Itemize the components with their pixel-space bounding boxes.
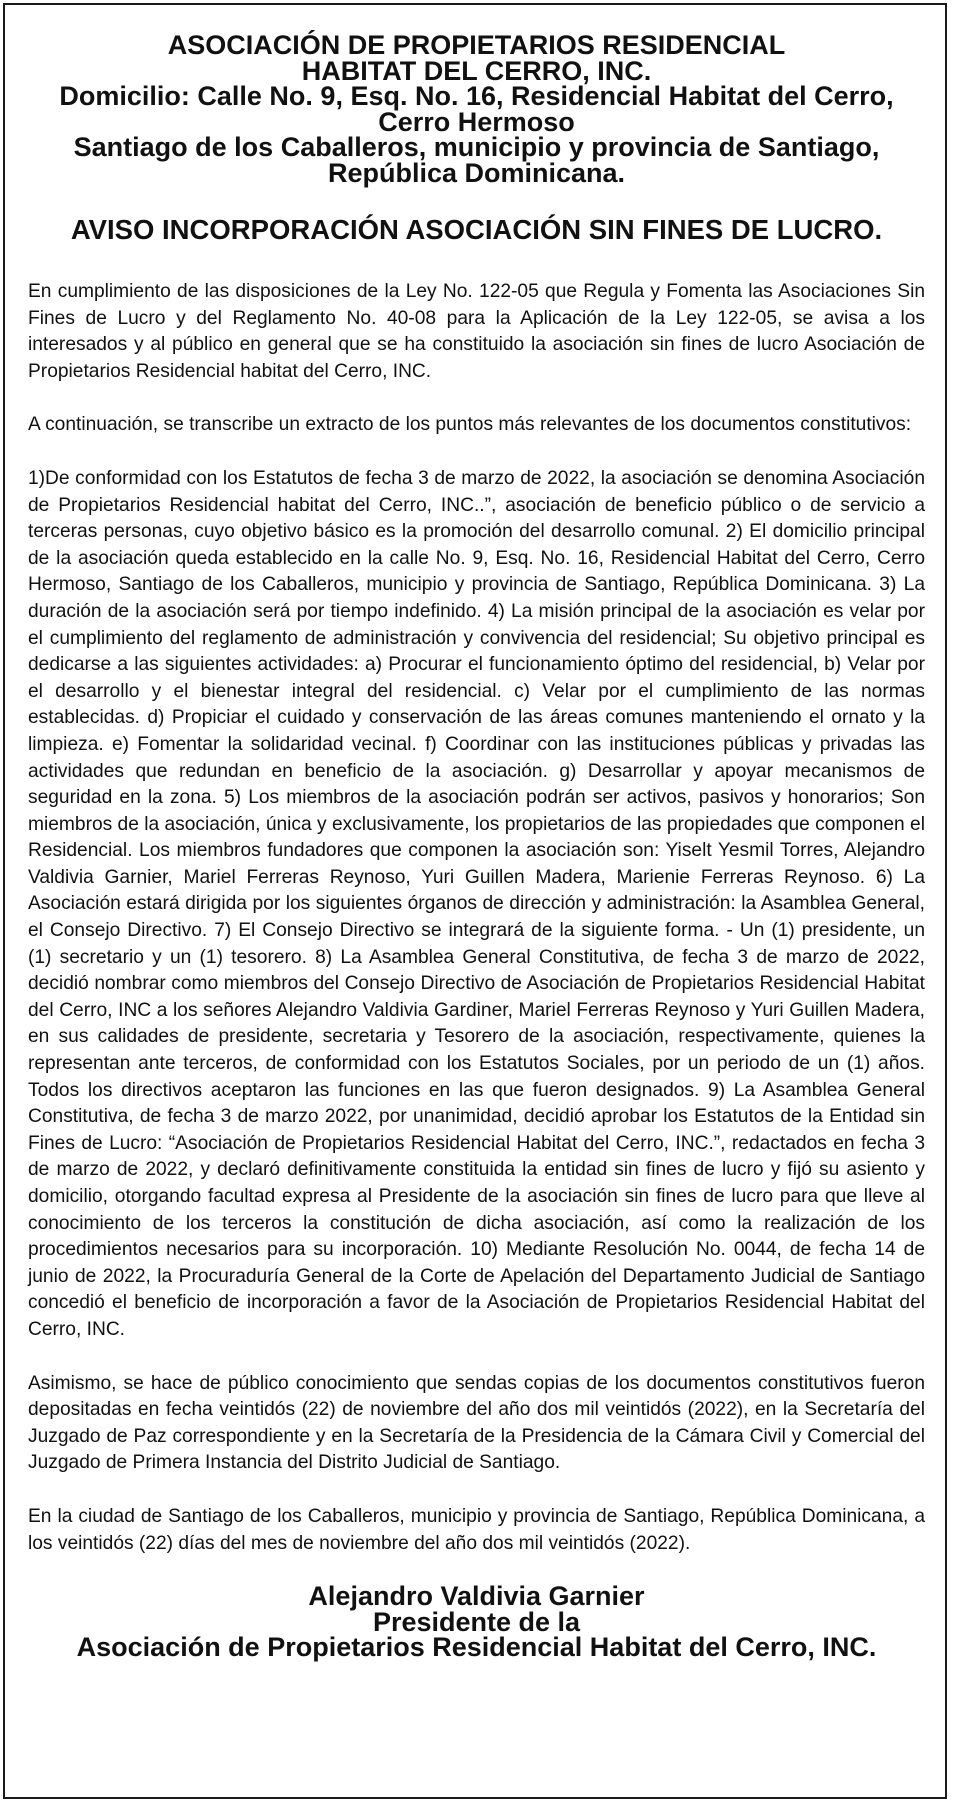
notice-header	[28, 30, 925, 188]
paragraph-place-date: En la ciudad de Santiago de los Caballeros, municipio y provincia de Santiago, República Dominicana, a los veintidós (22) días del mes de noviembre del año dos mil veintidós (2022).	[28, 1505, 925, 1554]
header-line-address: Domicilio: Calle No. 9, Esq. No. 16, Residencial Habitat del Cerro,	[59, 81, 894, 111]
header-line-country: República Dominicana.	[327, 157, 626, 188]
header-line-organization-cont: HABITAT DEL CERRO, INC.	[301, 55, 652, 86]
signature-role: Presidente de la	[372, 1606, 581, 1637]
signature-name: Alejandro Valdivia Garnier	[308, 1581, 645, 1612]
notice-title: AVISO INCORPORACIÓN ASOCIACIÓN SIN FINES DE LUCRO.	[70, 214, 883, 245]
header-line-city: Santiago de los Caballeros, municipio y provincia de Santiago,	[73, 132, 880, 162]
signature-organization: Asociación de Propietarios Residencial Habitat del Cerro, INC.	[76, 1632, 877, 1663]
signature-block	[28, 1581, 925, 1663]
notice-body	[28, 279, 925, 1557]
notice-frame	[3, 3, 947, 1799]
notice-content	[28, 30, 925, 1663]
header-line-address-cont: Cerro Hermoso	[378, 106, 575, 137]
paragraph-deposit: Asimismo, se hace de público conocimiento que sendas copias de los documentos constitutivos fueron depositadas en fecha veintidós (22) de noviembre del año dos mil veintidós (2022), en la Secretaría del Juzgado de Paz correspondiente y en la Secretaría de la Presidencia de la Cámara Civil y Comercial del Juzgado de Primera Instancia del Distrito Judicial de Santiago.	[28, 1372, 925, 1474]
paragraph-legal-basis: En cumplimiento de las disposiciones de la Ley No. 122-05 que Regula y Fomenta las Asociaciones Sin Fines de Lucro y del Reglamento No. 40-08 para la Aplicación de la Ley 122-05, se avisa a los interesados y al público en general que se ha constituido la asociación sin fines de lucro Asociación de Propietarios Residencial habitat del Cerro, INC.	[28, 281, 925, 382]
paragraph-extract-intro: A continuación, se transcribe un extracto de los puntos más relevantes de los documentos constitutivos:	[28, 414, 912, 436]
paragraph-extract-points: 1)De conformidad con los Estatutos de fecha 3 de marzo de 2022, la asociación se denomina Asociación de Propietarios Residencial habitat del Cerro, INC..”, asociación de beneficio público o de servicio a terceras personas, cuyo objetivo básico es la promoción del desarrollo comunal. 2) El domicilio principal de la asociación queda establecido en la calle No. 9, Esq. No. 16, Residencial Habitat del Cerro, Cerro Hermoso, Santiago de los Caballeros, municipio y provincia de Santiago, República Dominicana. 3) La duración de la asociación será por tiempo indefinido. 4) La misión principal de la asociación es velar por el cumplimiento del reglamento de administración y convivencia del residencial; Su objetivo principal es dedicarse a las siguientes actividades: a) Procurar el funcionamiento óptimo del residencial, b) Velar por el desarrollo y el bienestar integral del residencial. c) Velar por el cumplimiento de las normas establecidas. d) Propiciar el cuidado y conservación de las áreas comunes manteniendo el ornato y la limpieza. e) Fomentar la solidaridad vecinal. f) Coordinar con las instituciones públicas y privadas las actividades que redundan en beneficio de la asociación. g) Desarrollar y apoyar mecanismos de seguridad en la zona. 5) Los miembros de la asociación podrán ser activos, pasivos y honorarios; Son miembros de la asociación, única y exclusivamente, los propietarios de las propiedades que componen el Residencial. Los miembros fundadores que componen la asociación son: Yiselt Yesmil Torres, Alejandro Valdivia Garnier, Mariel Ferreras Reynoso, Yuri Guillen Madera, Marienie Ferreras Reynoso. 6) La Asociación estará dirigida por los siguientes órganos de dirección y administración: la Asamblea General, el Consejo Directivo. 7) El Consejo Directivo se integrará de la siguiente forma. - Un (1) presidente, un (1) secretario y un (1) tesorero. 8) La Asamblea General Constitutiva, de fecha 3 de marzo de 2022, decidió nombrar como miembros del Consejo Directivo de Asociación de Propietarios Residencial Habitat del Cerro, INC a los señores Alejandro Valdivia Gardiner, Mariel Ferreras Reynoso y Yuri Guillen Madera, en sus calidades de presidente, secretaria y Tesorero de la asociación, respectivamente, quienes la representan ante terceros, de conformidad con los Estatutos Sociales, por un periodo de un (1) años. Todos los directivos aceptaron las funciones en las que fueron designados. 9) La Asamblea General Constitutiva, de fecha 3 de marzo 2022, por unanimidad, decidió aprobar los Estatutos de la Entidad sin Fines de Lucro: “Asociación de Propietarios Residencial Habitat del Cerro, INC.”, redactados en fecha 3 de marzo de 2022, y declaró definitivamente constituida la entidad sin fines de lucro y fijó su asiento y domicilio, otorgando facultad expresa al Presidente de la asociación sin fines de lucro para que lleve al conocimiento de los terceros la constitución de dicha asociación, así como la realización de los procedimientos necesarios para su incorporación. 10) Mediante Resolución No. 0044, de fecha 14 de junio de 2022, la Procuraduría General de la Corte de Apelación del Departamento Judicial de Santiago concedió el beneficio de incorporación a favor de la Asociación de Propietarios Residencial Habitat del Cerro, INC.	[28, 467, 925, 1340]
header-line-organization: ASOCIACIÓN DE PROPIETARIOS RESIDENCIAL	[167, 30, 786, 60]
